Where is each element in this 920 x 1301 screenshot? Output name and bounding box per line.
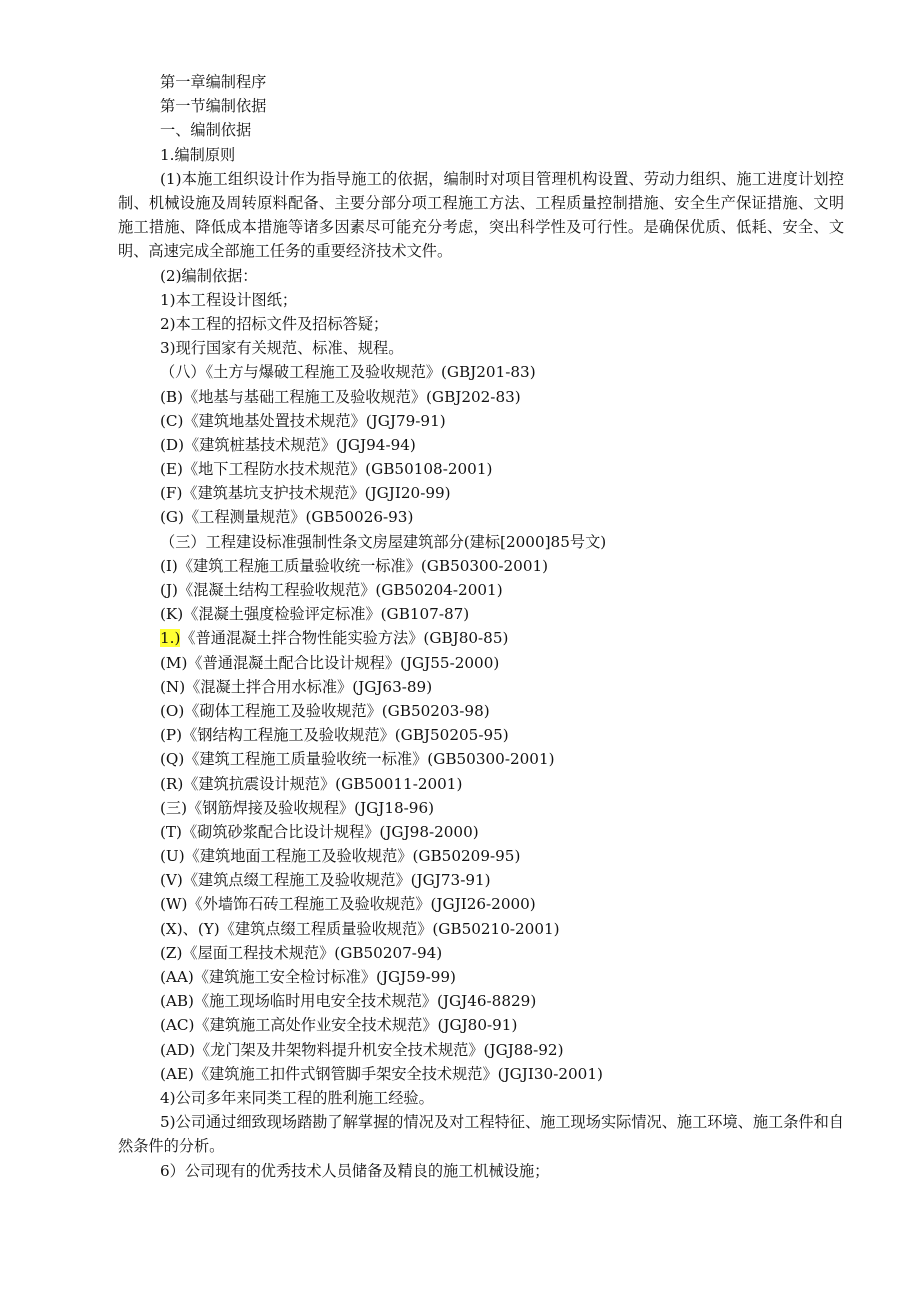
subsection-title: 一、编制依据 (160, 121, 252, 140)
standard-item: (G)《工程测量规范》(GB50026-93) (160, 508, 414, 527)
standard-item: (K)《混凝土强度检验评定标准》(GB107-87) (160, 605, 470, 624)
standard-item: (T)《砌筑砂浆配合比设计规程》(JGJ98-2000) (160, 822, 479, 841)
standard-item: (V)《建筑点缀工程施工及验收规范》(JGJ73-91) (160, 871, 491, 890)
basis-item-6: 6）公司现有的优秀技术人员储备及精良的施工机械设施； (160, 1161, 550, 1180)
standard-item: (C)《建筑地基处置技术规范》(JGJ79-91) (160, 411, 446, 430)
standard-item: （三）工程建设标准强制性条文房屋建筑部分(建标[2000]85号文) (160, 532, 607, 551)
basis-item-5: 5)公司通过细致现场踏勘了解掌握的情况及对工程特征、施工现场实际情况、施工环境、施工条件和自然条件的分析。 (118, 1113, 844, 1156)
standard-item: (E)《地下工程防水技术规范》(GB50108-2001) (160, 460, 493, 479)
standard-item: （八）《土方与爆破工程施工及验收规范》(GBJ201-83) (160, 363, 536, 382)
standard-item: (AE)《建筑施工扣件式钢管脚手架安全技术规范》(JGJI30-2001) (160, 1064, 603, 1083)
standard-item: (P)《钢结构工程施工及验收规范》(GBJ50205-95) (160, 726, 509, 745)
standard-item: (N)《混凝土拌合用水标准》(JGJ63-89) (160, 677, 433, 696)
highlight-mark: 1.) (160, 629, 181, 648)
standard-item: (AA)《建筑施工安全检讨标准》(JGJ59-99) (160, 968, 456, 986)
document-body (118, 70, 844, 1183)
principle-paragraph: (1)本施工组织设计作为指导施工的依据，编制时对项目管理机构设置、劳动力组织、施工进度计划控制、机械设施及周转原料配备、主要分部分项工程施工方法、工程质量控制措施、安全生产保证措施、文明施工措施、降低成本措施等诸多因素尽可能充分考虑，突出科学性及可行性。是确保优质、低耗、安全、文明、高速完成全部施工任务的重要经济技术文件。 (118, 169, 844, 261)
principle-heading: 1.编制原则 (160, 145, 236, 164)
standard-item: (三)《钢筋焊接及验收规程》(JGJ18-96) (160, 798, 435, 817)
chapter-title: 第一章编制程序 (160, 73, 267, 91)
basis-item-1: 1)本工程设计图纸； (160, 290, 298, 309)
standard-item: (AD)《龙门架及井架物料提升机安全技术规范》(JGJ88-92) (160, 1040, 564, 1059)
standard-item: (Q)《建筑工程施工质量验收统一标准》(GB50300-2001) (160, 750, 555, 769)
basis-heading: (2)编制依据： (160, 266, 258, 285)
standard-item: (Z)《屋面工程技术规范》(GB50207-94) (160, 943, 443, 962)
section-title: 第一节编制依据 (160, 97, 267, 116)
basis-item-2: 2)本工程的招标文件及招标答疑； (160, 314, 389, 333)
standard-item-highlighted (118, 626, 844, 650)
standard-item: (O)《砌体工程施工及验收规范》(GB50203-98) (160, 701, 490, 720)
standard-item-text: 《普通混凝土拌合物性能实验方法》(GBJ80-85) (180, 629, 509, 648)
basis-item-3: 3)现行国家有关规范、标准、规程。 (160, 339, 404, 358)
standard-item: (R)《建筑抗震设计规范》(GB50011-2001) (160, 774, 463, 793)
standard-item: (X)、(Y)《建筑点缀工程质量验收规范》(GB50210-2001) (160, 919, 560, 938)
standard-item: (D)《建筑桩基技术规范》(JGJ94-94) (160, 435, 416, 454)
standard-item: (AB)《施工现场临时用电安全技术规范》(JGJ46-8829) (160, 992, 537, 1011)
standard-item: (J)《混凝土结构工程验收规范》(GB50204-2001) (160, 581, 503, 599)
standard-item: (M)《普通混凝土配合比设计规程》(JGJ55-2000) (160, 653, 500, 672)
standard-item: (F)《建筑基坑支护技术规范》(JGJI20-99) (160, 484, 451, 503)
basis-item-4: 4)公司多年来同类工程的胜利施工经验。 (160, 1088, 434, 1107)
standard-item: (I)《建筑工程施工质量验收统一标准》(GB50300-2001) (160, 556, 549, 575)
standard-item: (W)《外墙饰石砖工程施工及验收规范》(JGJI26-2000) (160, 895, 536, 914)
standard-item: (AC)《建筑施工高处作业安全技术规范》(JGJ80-91) (160, 1016, 518, 1035)
standard-item: (B)《地基与基础工程施工及验收规范》(GBJ202-83) (160, 387, 521, 406)
standard-item: (U)《建筑地面工程施工及验收规范》(GB50209-95) (160, 847, 521, 866)
